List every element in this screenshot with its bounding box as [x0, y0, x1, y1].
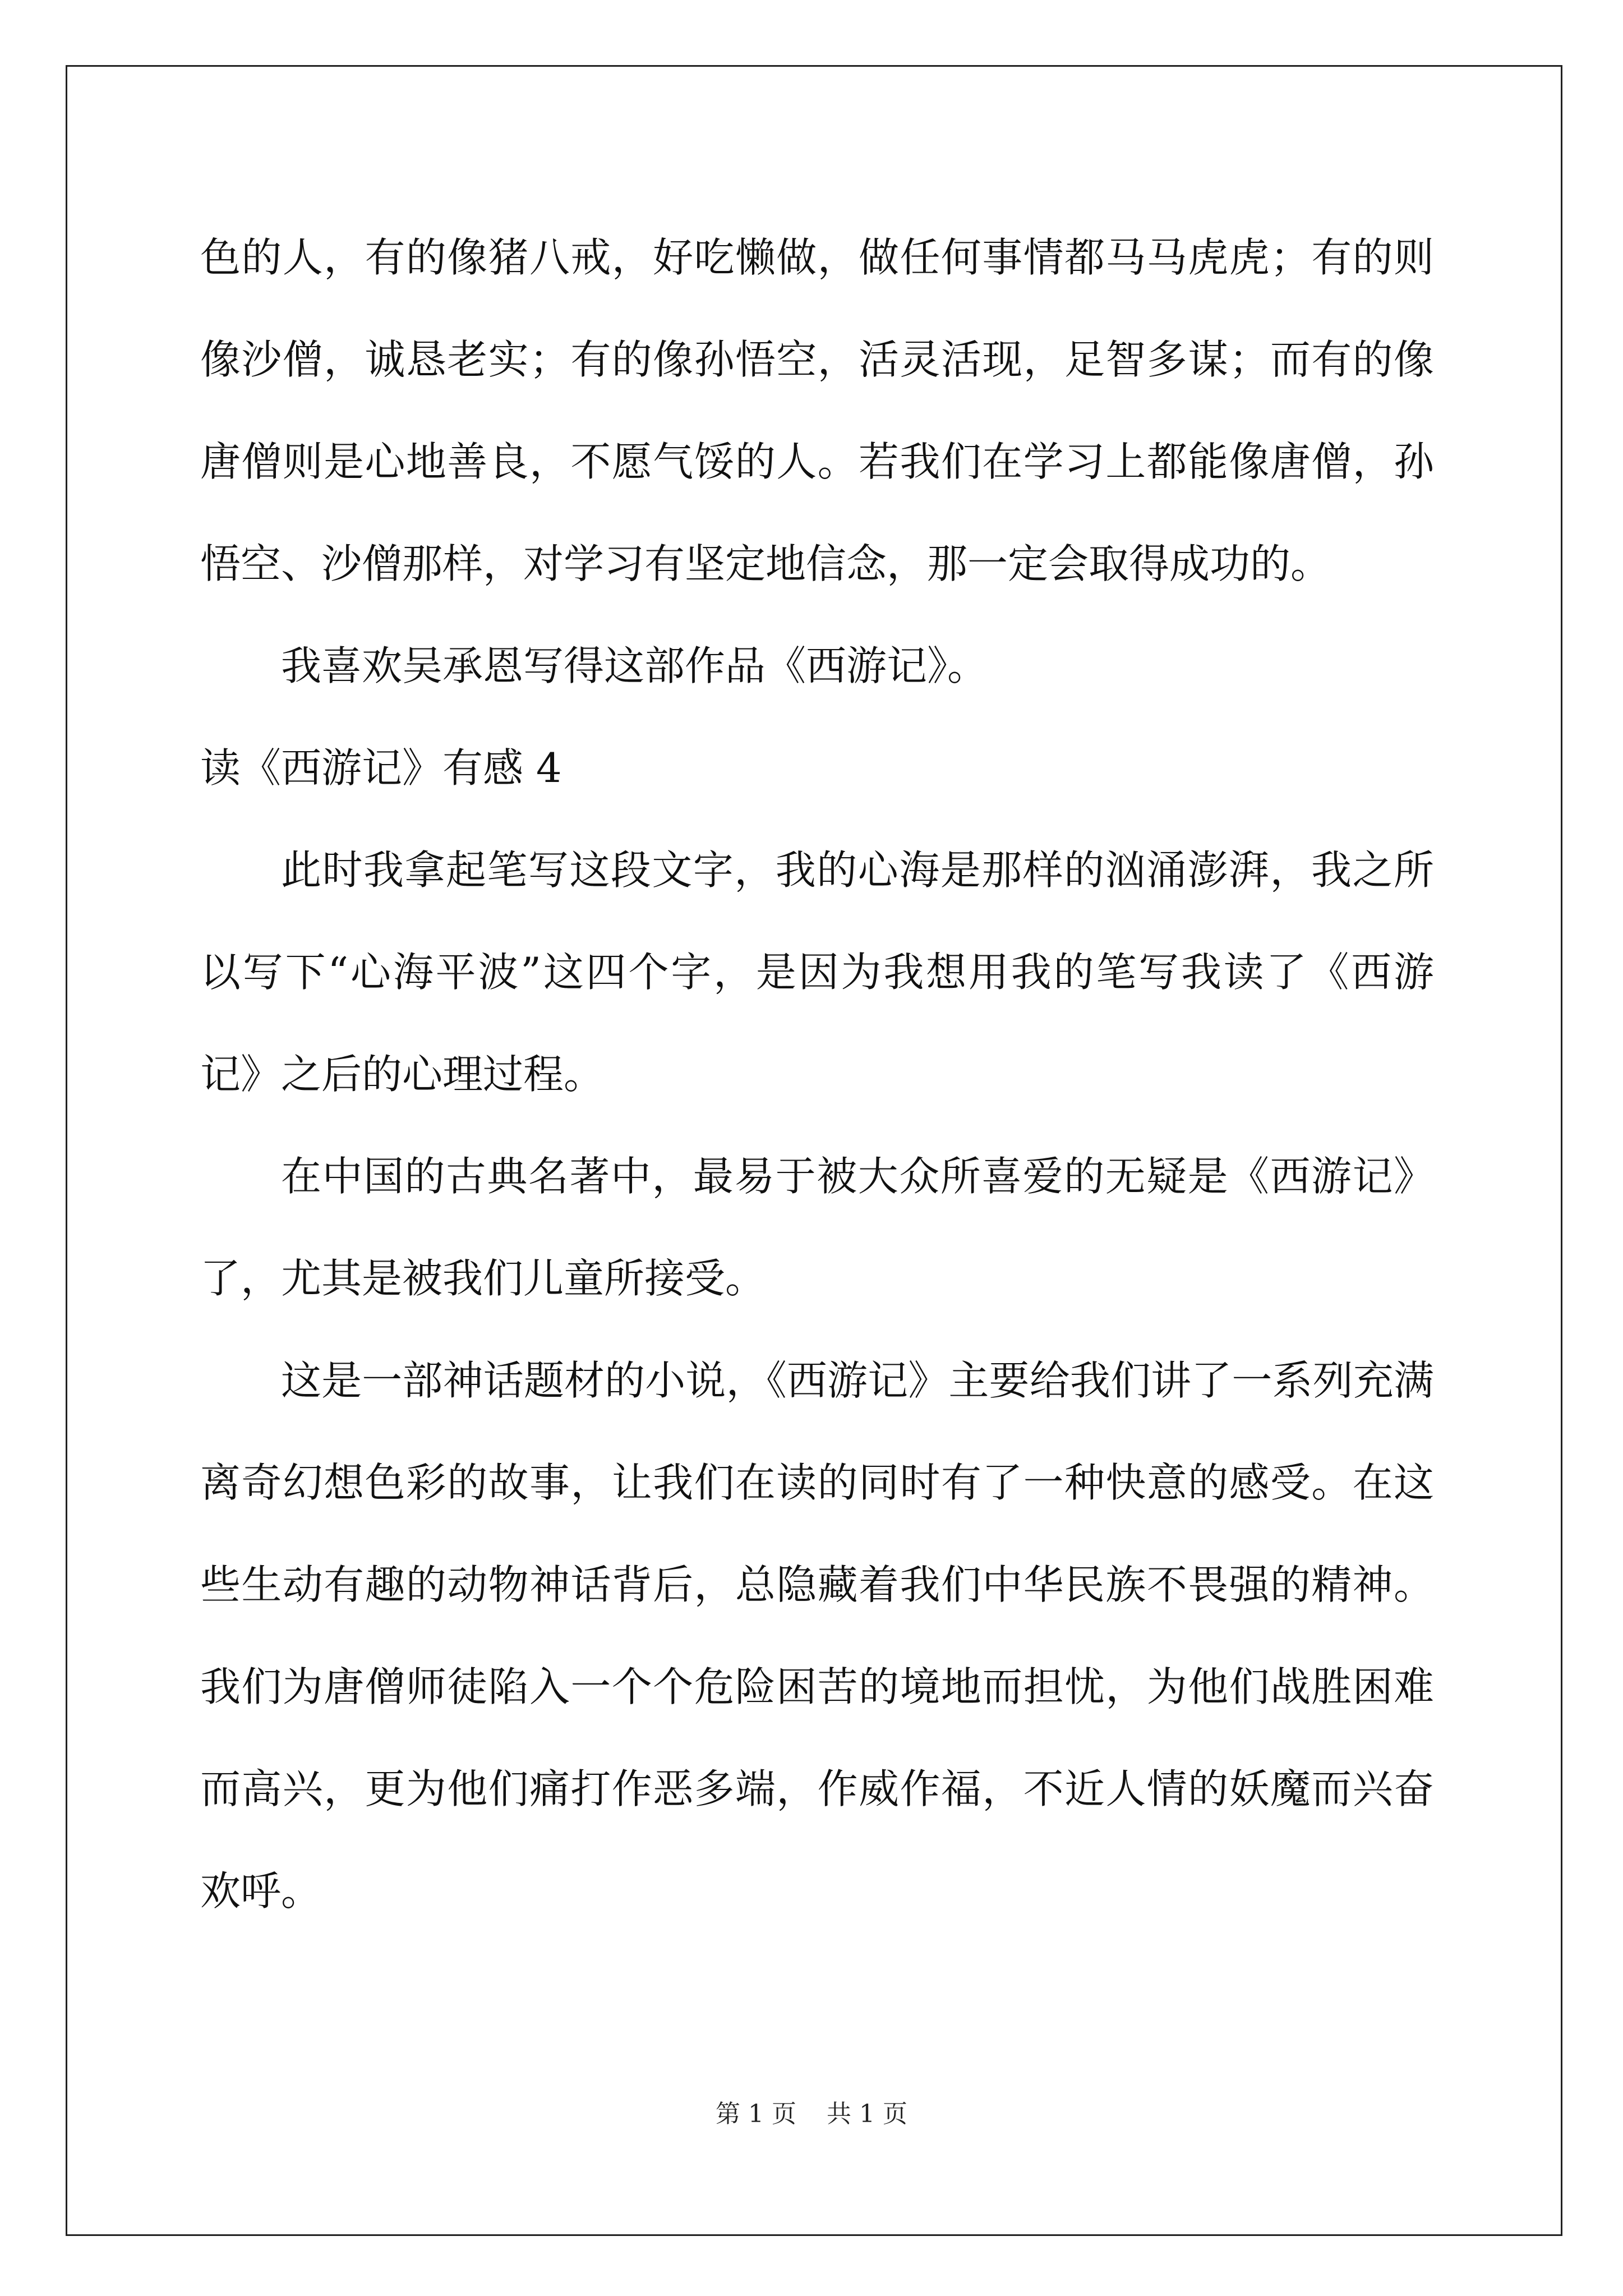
text-line: 些生动有趣的动物神话背后，总隐藏着我们中华民族不畏强的精神。 [200, 1561, 1434, 1608]
text-line: 唐僧则是心地善良，不愿气馁的人。若我们在学习上都能像唐僧，孙 [200, 438, 1434, 485]
text-line: 我喜欢吴承恩写得这部作品《西游记》。 [281, 642, 988, 689]
text-line: 我们为唐僧师徒陷入一个个危险困苦的境地而担忧，为他们战胜困难 [200, 1663, 1434, 1710]
page-total: 共 1 页 [827, 2100, 907, 2128]
text-line: 欢呼。 [200, 1867, 322, 1915]
page-footer [0, 2093, 1623, 2129]
text-line: 色的人，有的像猪八戒，好吃懒做，做任何事情都马马虎虎；有的则 [200, 234, 1434, 281]
text-line: 悟空、沙僧那样，对学习有坚定地信念，那一定会取得成功的。 [200, 540, 1331, 587]
text-line: 了，尤其是被我们儿童所接受。 [200, 1255, 766, 1302]
text-line: 而高兴，更为他们痛打作恶多端，作威作福，不近人情的妖魔而兴奋 [200, 1765, 1434, 1812]
section-heading: 读《西游记》有感 4 [200, 744, 562, 792]
text-line: 记》之后的心理过程。 [200, 1051, 605, 1098]
page-number: 第 1 页 [716, 2100, 796, 2128]
text-line: 像沙僧，诚恳老实；有的像孙悟空，活灵活现，足智多谋；而有的像 [200, 336, 1434, 383]
text-line: 这是一部神话题材的小说，《西游记》主要给我们讲了一系列充满 [281, 1357, 1434, 1404]
text-line: 此时我拿起笔写这段文字，我的心海是那样的汹涌澎湃，我之所 [281, 846, 1434, 894]
text-line: 以写下“心海平波”这四个字，是因为我想用我的笔写我读了《西游 [200, 949, 1434, 996]
text-line: 在中国的古典名著中，最易于被大众所喜爱的无疑是《西游记》 [281, 1153, 1434, 1200]
text-line: 离奇幻想色彩的故事，让我们在读的同时有了一种快意的感受。在这 [200, 1459, 1434, 1506]
document-body [200, 206, 1434, 1942]
